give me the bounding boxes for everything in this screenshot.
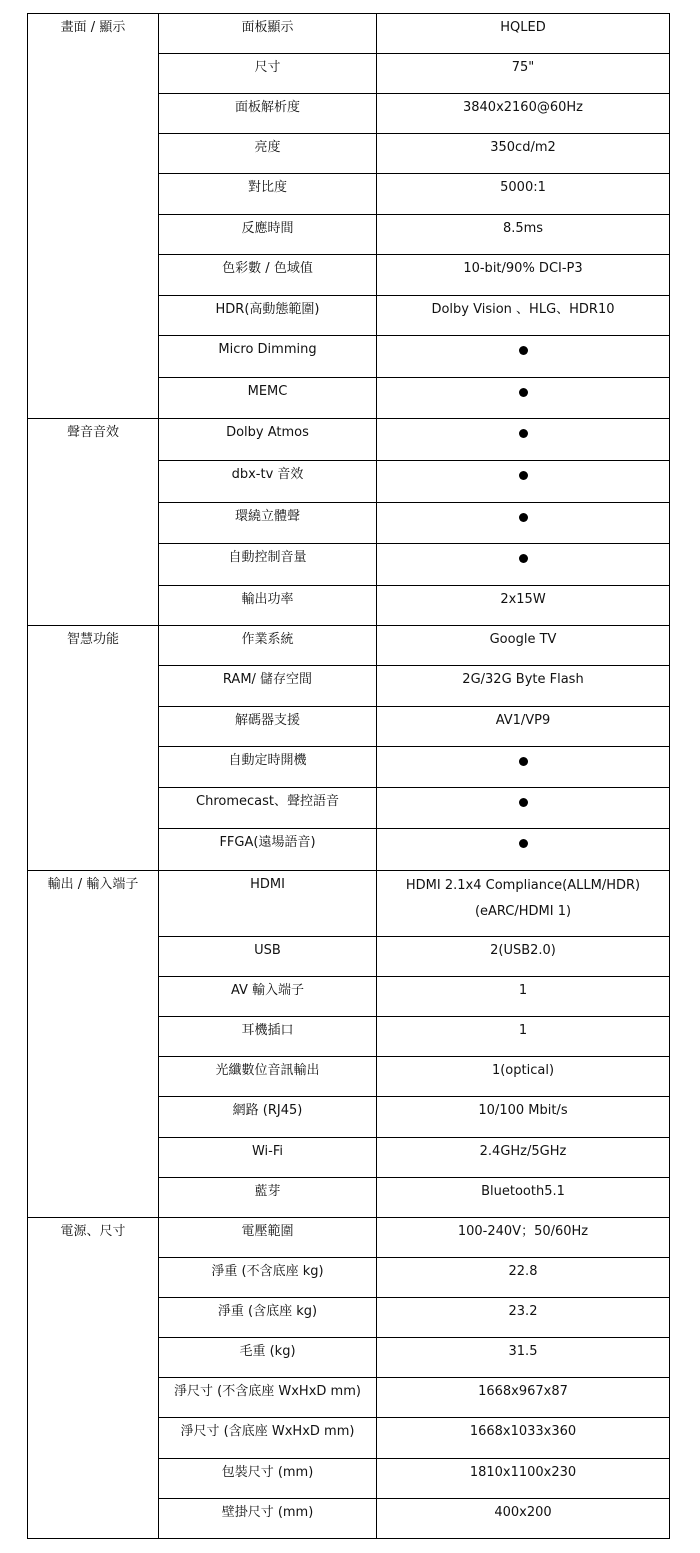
spec-value-line: (eARC/HDMI 1)	[474, 904, 572, 919]
spec-value: 31.5	[377, 1338, 670, 1378]
spec-value: 2x15W	[377, 586, 670, 626]
spec-value: 2.4GHz/5GHz	[377, 1138, 670, 1178]
spec-value: 23.2	[377, 1298, 670, 1338]
spec-value: 1810x1100x230	[377, 1459, 670, 1499]
spec-value: Dolby Vision 、HLG、HDR10	[377, 296, 670, 336]
spec-label: 對比度	[159, 174, 377, 215]
spec-label: 光纖數位音訊輸出	[159, 1057, 377, 1097]
supported-dot-icon	[519, 757, 528, 766]
spec-label: 毛重 (kg)	[159, 1338, 377, 1378]
spec-value: AV1/VP9	[377, 707, 670, 747]
spec-value: 5000:1	[377, 174, 670, 215]
spec-label: 作業系統	[159, 626, 377, 666]
spec-label: 反應時間	[159, 215, 377, 255]
spec-label: 尺寸	[159, 54, 377, 94]
spec-value: 2(USB2.0)	[377, 937, 670, 977]
spec-row	[28, 1218, 670, 1258]
spec-label: 輸出功率	[159, 586, 377, 626]
spec-value: 75"	[377, 54, 670, 94]
supported-dot-icon	[519, 429, 528, 438]
spec-value	[377, 871, 670, 937]
spec-label: FFGA(遠場語音)	[159, 829, 377, 871]
category-cell: 輸出 / 輸入端子	[28, 871, 159, 1218]
spec-label: Dolby Atmos	[159, 419, 377, 461]
spec-value: Bluetooth5.1	[377, 1178, 670, 1218]
spec-label: 色彩數 / 色域值	[159, 255, 377, 296]
spec-label: dbx-tv 音效	[159, 461, 377, 503]
spec-label: HDR(高動態範圍)	[159, 296, 377, 336]
supported-dot-icon	[519, 513, 528, 522]
spec-value: 10/100 Mbit/s	[377, 1097, 670, 1138]
spec-value: Google TV	[377, 626, 670, 666]
spec-label: USB	[159, 937, 377, 977]
spec-label: 藍芽	[159, 1178, 377, 1218]
spec-label: 壁掛尺寸 (mm)	[159, 1499, 377, 1539]
spec-label: 淨尺寸 (不含底座 WxHxD mm)	[159, 1378, 377, 1418]
category-cell: 智慧功能	[28, 626, 159, 871]
category-cell: 電源、尺寸	[28, 1218, 159, 1539]
spec-value	[377, 461, 670, 503]
spec-label: 耳機插口	[159, 1017, 377, 1057]
spec-table	[27, 13, 670, 1539]
spec-value: 1(optical)	[377, 1057, 670, 1097]
spec-label: 淨重 (不含底座 kg)	[159, 1258, 377, 1298]
spec-value	[377, 503, 670, 544]
spec-value	[377, 747, 670, 788]
spec-label: RAM/ 儲存空間	[159, 666, 377, 707]
spec-row	[28, 871, 670, 937]
spec-label: 亮度	[159, 134, 377, 174]
spec-row	[28, 626, 670, 666]
spec-label: Micro Dimming	[159, 336, 377, 378]
spec-value	[377, 544, 670, 586]
spec-value	[377, 829, 670, 871]
spec-row	[28, 419, 670, 461]
spec-value: 2G/32G Byte Flash	[377, 666, 670, 707]
supported-dot-icon	[519, 554, 528, 563]
spec-label: Wi-Fi	[159, 1138, 377, 1178]
spec-label: 面板顯示	[159, 14, 377, 54]
spec-label: 環繞立體聲	[159, 503, 377, 544]
spec-value: HQLED	[377, 14, 670, 54]
spec-value: 1668x1033x360	[377, 1418, 670, 1459]
spec-value: 1	[377, 977, 670, 1017]
spec-label: MEMC	[159, 378, 377, 419]
spec-value: 1	[377, 1017, 670, 1057]
spec-value	[377, 419, 670, 461]
spec-value: 10-bit/90% DCI-P3	[377, 255, 670, 296]
spec-label: 淨重 (含底座 kg)	[159, 1298, 377, 1338]
spec-value-line: HDMI 2.1x4 Compliance(ALLM/HDR)	[405, 878, 641, 893]
spec-label: HDMI	[159, 871, 377, 937]
spec-label: 解碼器支援	[159, 707, 377, 747]
spec-value	[377, 336, 670, 378]
spec-label: 網路 (RJ45)	[159, 1097, 377, 1138]
spec-label: 包裝尺寸 (mm)	[159, 1459, 377, 1499]
supported-dot-icon	[519, 346, 528, 355]
spec-row	[28, 14, 670, 54]
supported-dot-icon	[519, 388, 528, 397]
spec-label: 電壓範圍	[159, 1218, 377, 1258]
spec-label: 自動定時開機	[159, 747, 377, 788]
category-cell: 聲音音效	[28, 419, 159, 626]
spec-label: 自動控制音量	[159, 544, 377, 586]
supported-dot-icon	[519, 839, 528, 848]
spec-value: 400x200	[377, 1499, 670, 1539]
spec-label: Chromecast、聲控語音	[159, 788, 377, 829]
spec-label: 面板解析度	[159, 94, 377, 134]
spec-label: 淨尺寸 (含底座 WxHxD mm)	[159, 1418, 377, 1459]
spec-value: 350cd/m2	[377, 134, 670, 174]
spec-label: AV 輸入端子	[159, 977, 377, 1017]
supported-dot-icon	[519, 798, 528, 807]
spec-value: 8.5ms	[377, 215, 670, 255]
supported-dot-icon	[519, 471, 528, 480]
spec-value: 100-240V；50/60Hz	[377, 1218, 670, 1258]
spec-table-body	[28, 14, 670, 1539]
spec-value	[377, 788, 670, 829]
spec-value: 3840x2160@60Hz	[377, 94, 670, 134]
category-cell: 畫面 / 顯示	[28, 14, 159, 419]
spec-value	[377, 378, 670, 419]
spec-value: 1668x967x87	[377, 1378, 670, 1418]
spec-value: 22.8	[377, 1258, 670, 1298]
